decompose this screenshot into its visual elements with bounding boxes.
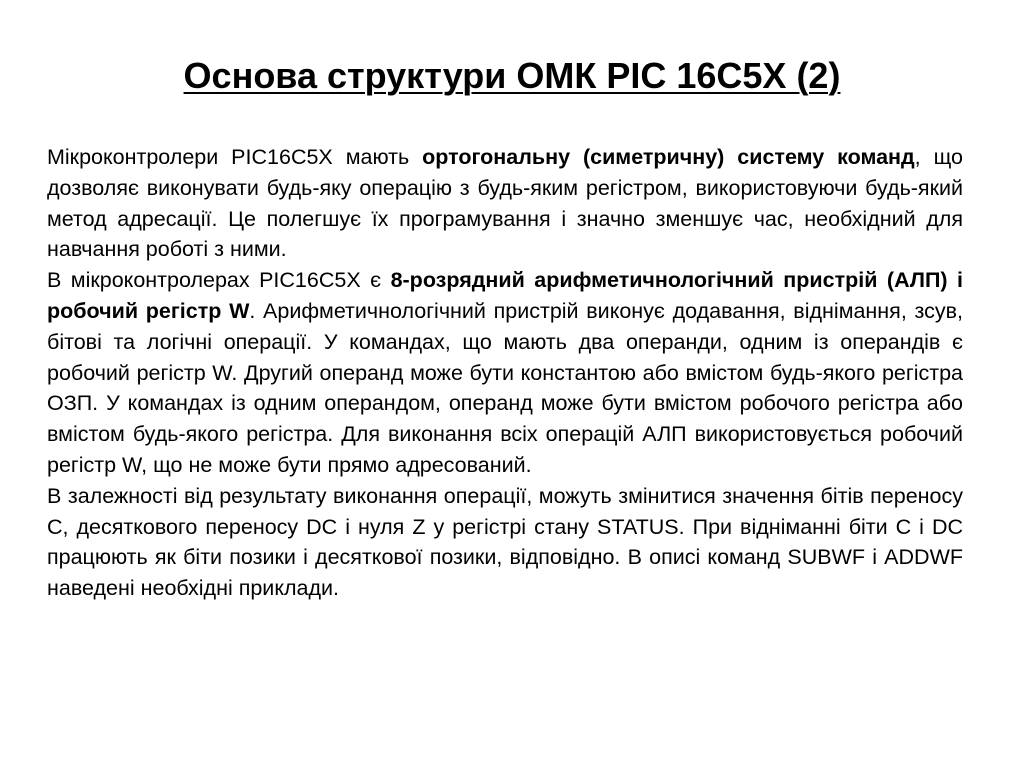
paragraph-1-bold-term: ортогональну (симетричну) систему команд [422,145,915,169]
paragraph-status-flags [47,481,963,604]
paragraph-1-text-2: , що дозволяє виконувати будь-яку операцію з будь-яким регістром, використовуючи будь-який метод адресації. Це полегшує їх програмування і значно зменшує час, необхідний для навчання роботі з ними. [47,145,963,262]
paragraph-2-bold-term: 8-розрядний арифметичнологічний пристрій (АЛП) і робочий регістр W [47,268,963,323]
paragraph-2-text-1: В мікроконтролерах PIC16C5X є [47,268,391,293]
paragraph-instruction-set [47,142,963,265]
paragraph-alu [47,265,963,481]
paragraph-3-text-1: В залежності від результату виконання операції, можуть змінитися значення бітів переносу С, десяткового переносу DC і нуля Z у регістрі стану STATUS. При відніманні біти С і DC працюють як біти позики і десяткової позики, відповідно. В описі команд SUBWF і ADDWF наведені необхідні приклади. [47,483,963,601]
paragraph-1-text-1: Мікроконтролери PIC16C5X мають [47,145,423,169]
paragraph-2-text-2: . Арифметичнологічний пристрій виконує додавання, віднімання, зсув, бітові та логічні операції. У командах, що мають два операнди, одним із операндів є робочий регістр W. Другий операнд може бути константою або вмістом будь-якого регістра ОЗП. У командах із одним операндом, операнд може бути вмістом робочого регістра або вмістом будь-якого регістра. Для виконання всіх операцій АЛП використовується робочий регістр W, що не може бути прямо адресований. [47,298,963,477]
slide-body [47,142,963,604]
slide-title [0,54,1024,98]
slide-title-text: Основа структури ОМК PIC 16C5X (2) [183,55,841,96]
